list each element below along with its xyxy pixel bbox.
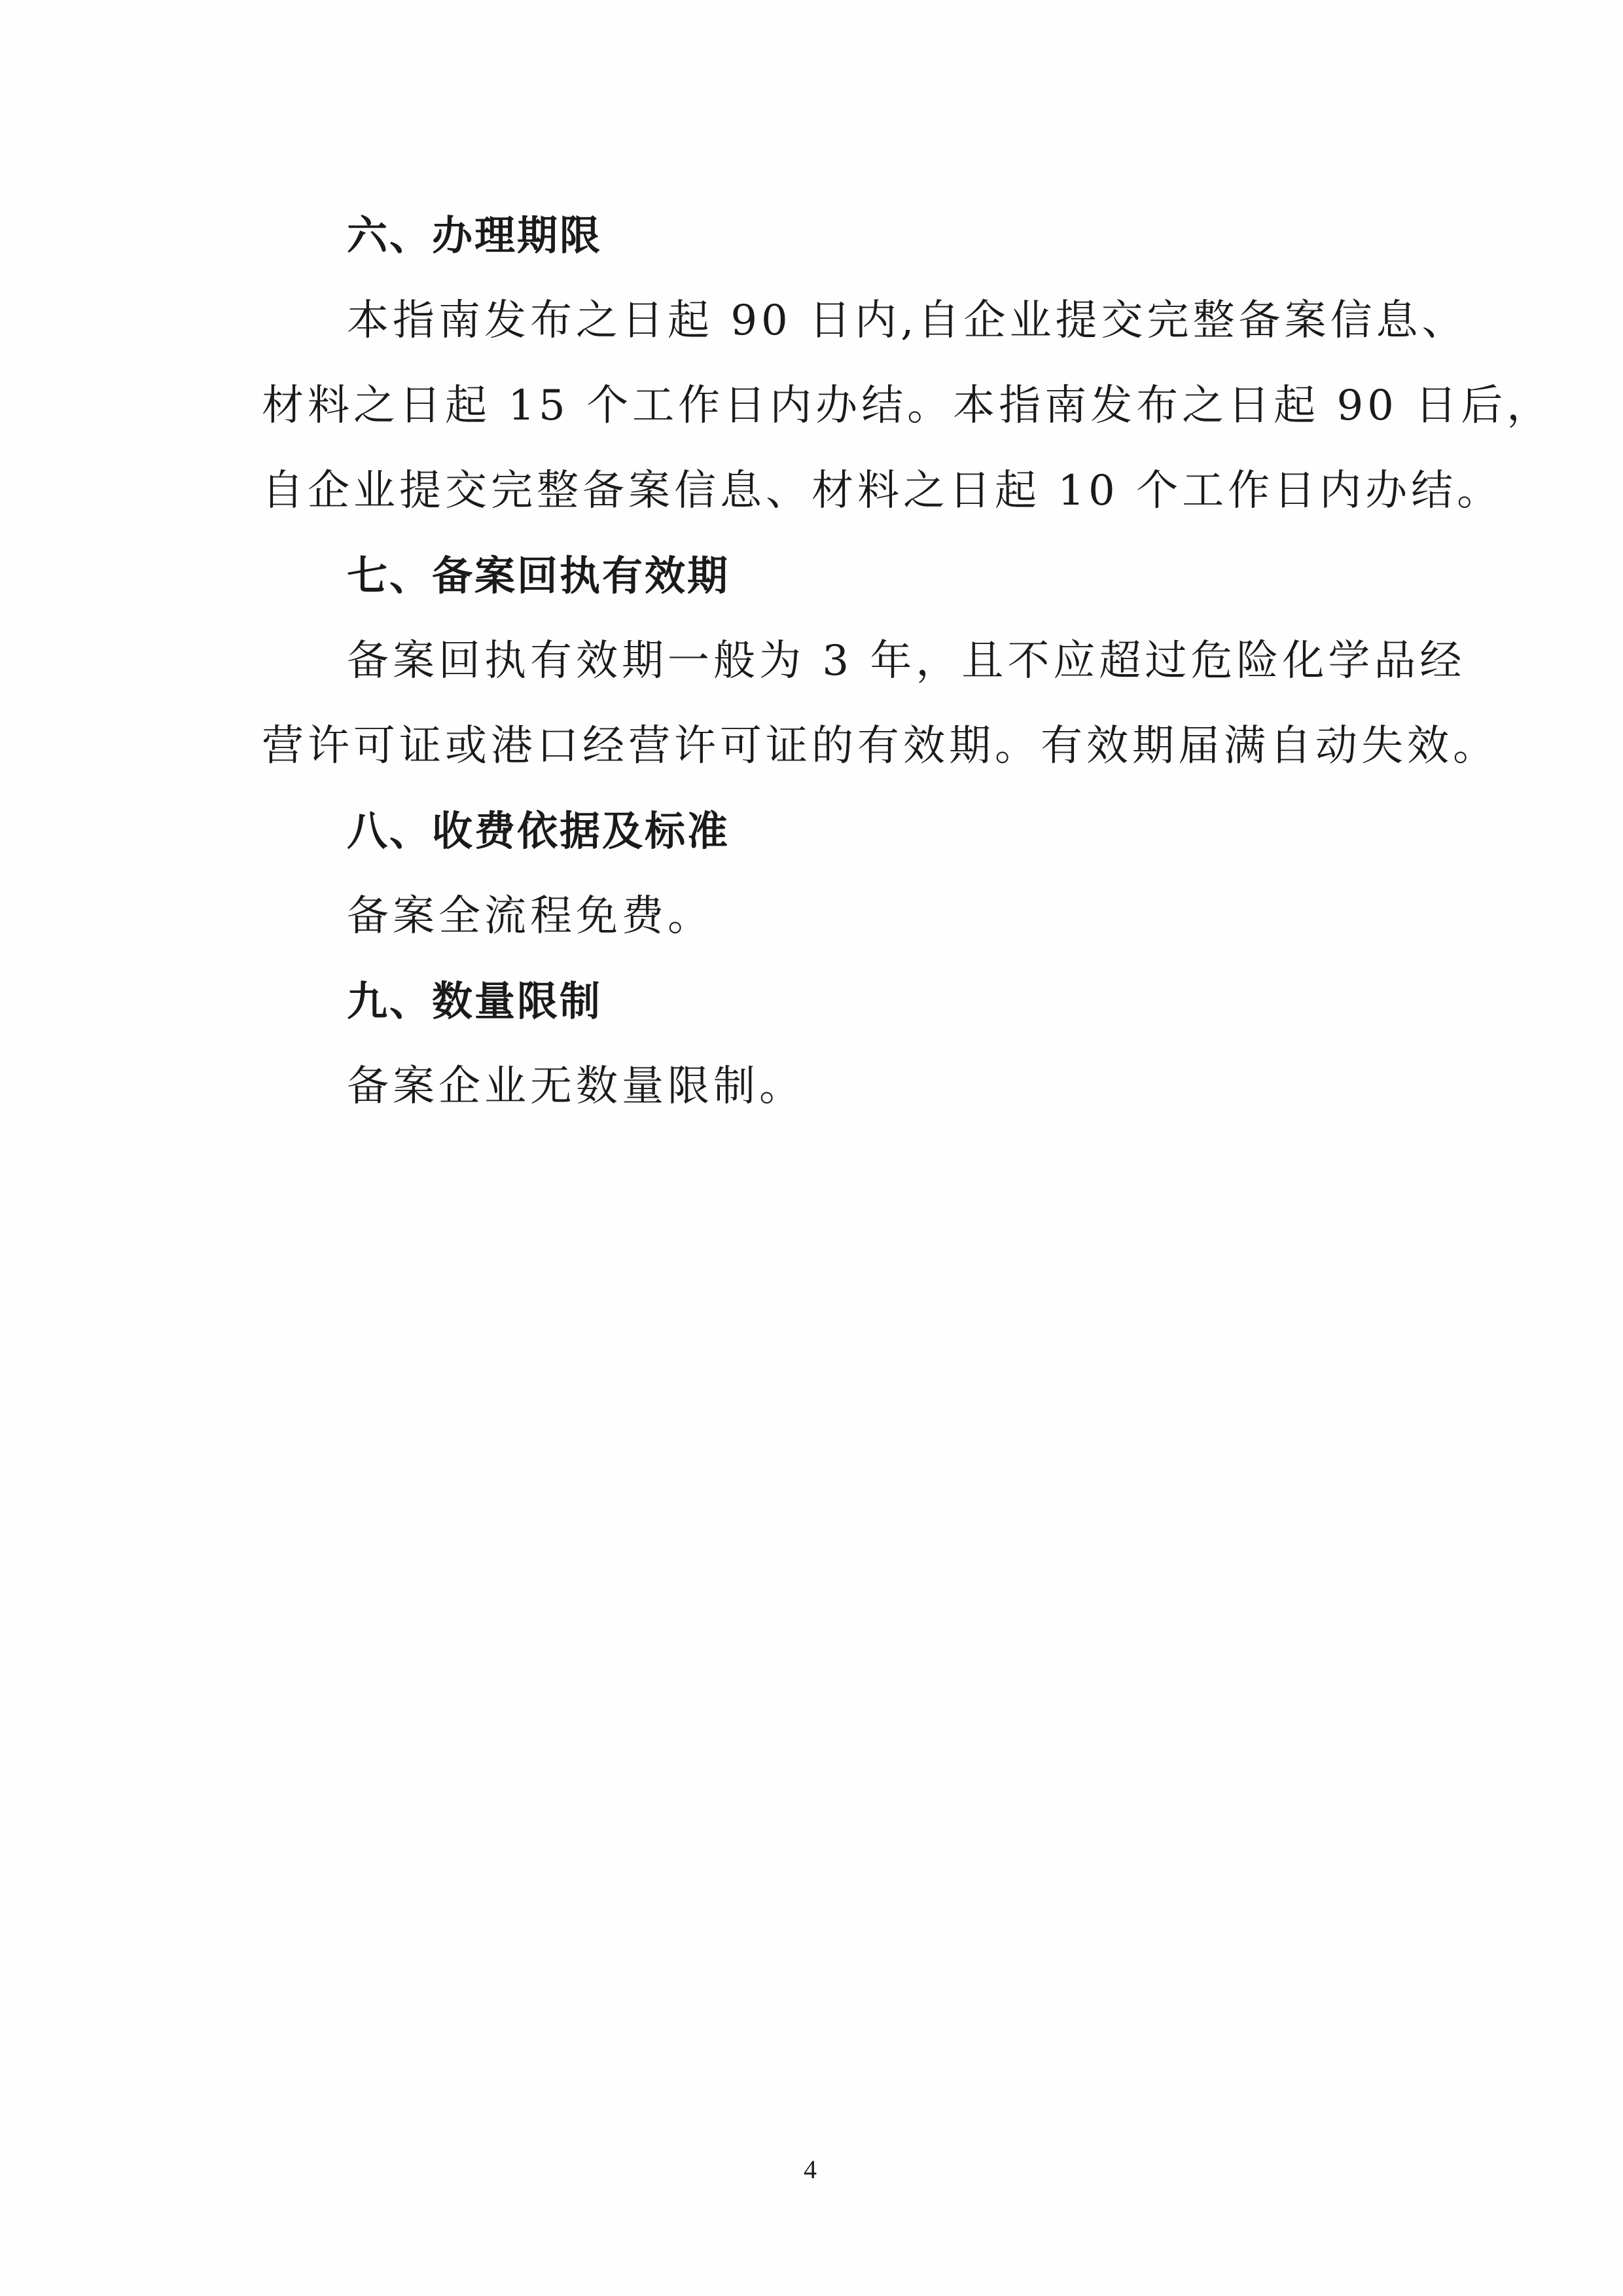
- section-heading-receipt-validity: 七、备案回执有效期: [347, 552, 730, 600]
- paragraph-line: 营许可证或港口经营许可证的有效期。有效期届满自动失效。: [262, 722, 1499, 770]
- section-heading-quantity-limit: 九、数量限制: [347, 977, 603, 1025]
- paragraph-line: 自企业提交完整备案信息、材料之日起 10 个工作日内办结。: [262, 467, 1503, 515]
- paragraph-line: 材料之日起 15 个工作日内办结。本指南发布之日起 90 日后，: [262, 382, 1553, 430]
- paragraph-line: 本指南发布之日起 90 日内,自企业提交完整备案信息、: [347, 296, 1468, 345]
- section-heading-deadline: 六、办理期限: [347, 211, 603, 259]
- section-heading-fees: 八、收费依据及标准: [347, 807, 730, 855]
- page-number: 4: [804, 2155, 817, 2184]
- paragraph-line: 备案全流程免费。: [347, 892, 713, 941]
- paragraph-line: 备案回执有效期一般为 3 年，且不应超过危险化学品经: [347, 637, 1466, 685]
- paragraph-line: 备案企业无数量限制。: [347, 1062, 805, 1111]
